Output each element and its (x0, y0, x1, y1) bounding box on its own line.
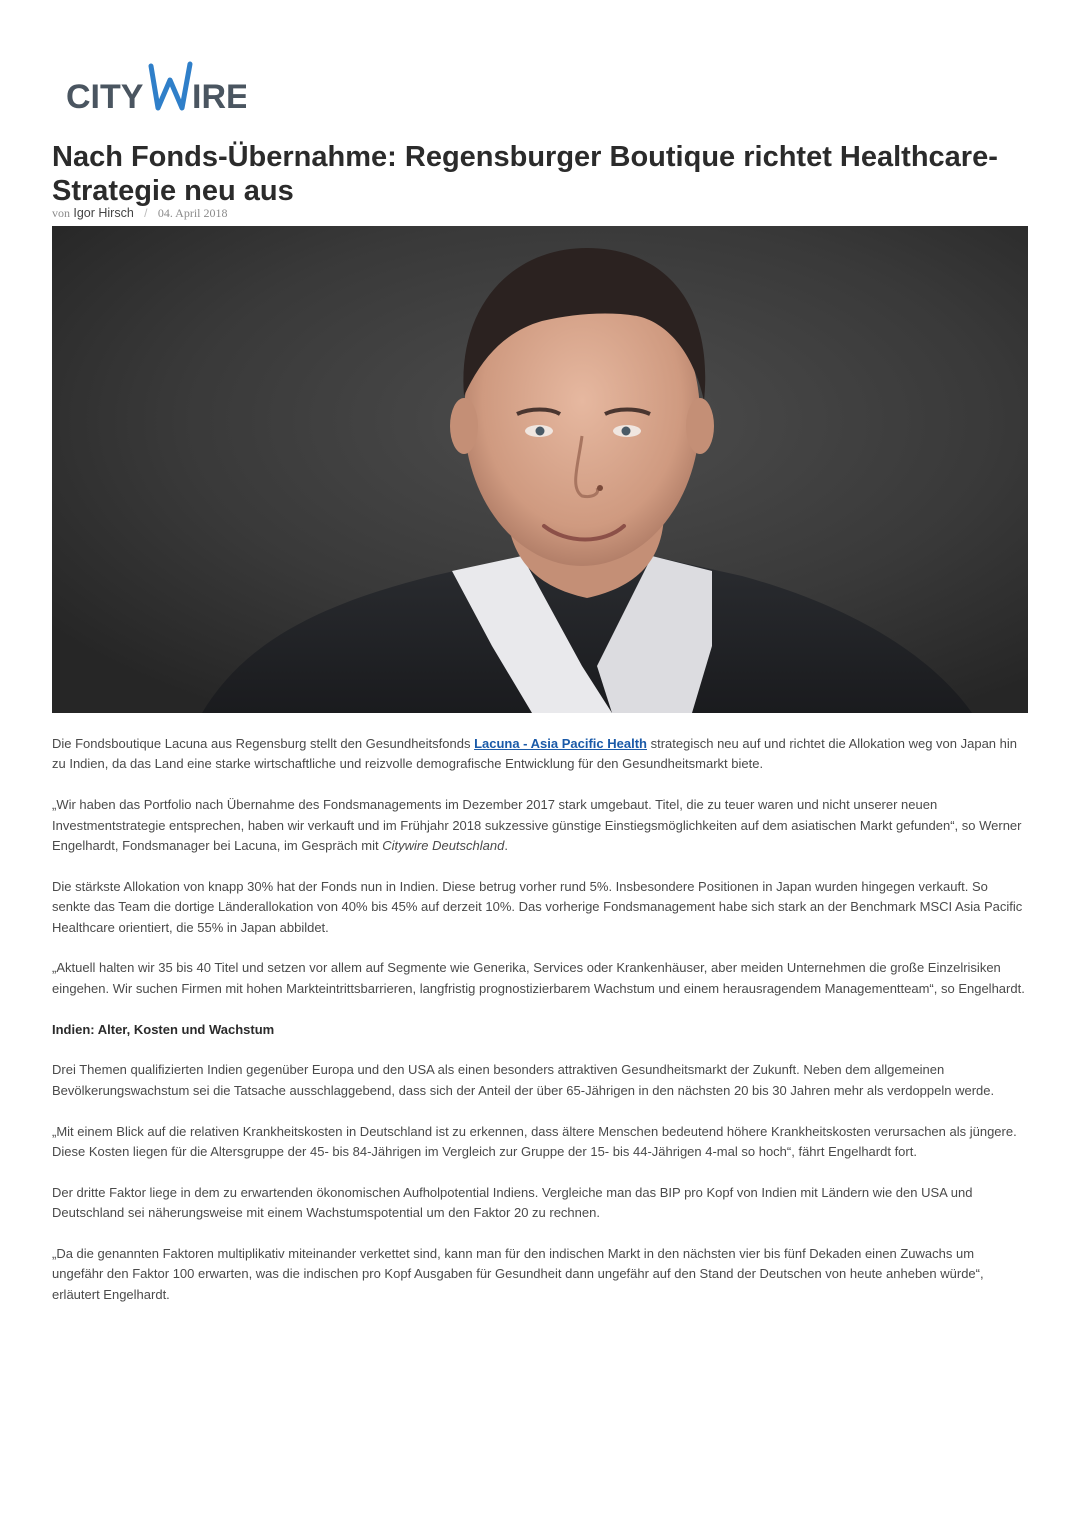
paragraph-6: „Mit einem Blick auf die relativen Krankheitskosten in Deutschland ist zu erkennen, dass ältere Menschen bedeutend höhere Krankheitskosten verursachen als jüngere. Diese Kosten liegen für die Altersgruppe der 45- bis 84-Jährigen im Vergleich zur Gruppe der 15- bis 44-Jährigen 4-mal so hoch“, fährt Engelhardt fort. (52, 1123, 1017, 1160)
author-link[interactable]: Igor Hirsch (73, 206, 134, 220)
paragraph-3: Die stärkste Allokation von knapp 30% hat der Fonds nun in Indien. Diese betrug vorher rund 5%. Insbesondere Positionen in Japan wurden hingegen verkauft. So senkte das Team die dortige Länderallokation von 40% bis 45% auf derzeit 10%. Das vorherige Fondsmanagement habe sich stark an der Benchmark MSCI Asia Pacific Healthcare orientiert, die 55% in Japan abbildet. (52, 878, 1023, 935)
paragraph-8: „Da die genannten Faktoren multiplikativ miteinander verkettet sind, kann man für den indischen Markt in den nächsten vier bis fünf Dekaden einen Zuwachs um ungefähr den Faktor 100 erwarten, was die indischen pro Kopf Ausgaben für Gesundheit dann ungefähr auf den Stand der Deutschen von heute anheben würde“, erläutert Engelhardt. (52, 1246, 984, 1302)
logo-w-icon (151, 64, 190, 108)
article-body (52, 734, 1028, 1326)
article-subheading: Indien: Alter, Kosten und Wachstum (52, 1021, 275, 1037)
logo-wire-text: IRE (192, 78, 246, 116)
article-title: Nach Fonds-Übernahme: Regensburger Boutique richtet Healthcare-Strategie neu aus (52, 141, 998, 207)
citywire-logo[interactable] (66, 60, 246, 120)
byline-prefix: von (52, 206, 70, 220)
paragraph-1 (52, 734, 1028, 775)
logo-city-text: CITY (66, 78, 144, 116)
paragraph-5: Drei Themen qualifizierten Indien gegenüber Europa und den USA als einen besonders attraktiven Gesundheitsmarkt der Zukunft. Neben dem allgemeinen Bevölkerungswachstum sei die Tatsache ausschlaggebend, dass sich der Anteil der über 65-Jährigen in den nächsten 20 bis 30 Jahren mehr als verdoppeln werde. (52, 1062, 995, 1098)
paragraph-4: „Aktuell halten wir 35 bis 40 Titel und setzen vor allem auf Segmente wie Generika, Services oder Krankenhäuser, aber meiden Unternehmen die große Einzelrisiken eingehen. Wir suchen Firmen mit hohen Markteintrittsbarrieren, langfristig prognostizierbarem Wachstum und einem herausragendem Managementteam“, so Engelhardt. (52, 960, 1025, 996)
portrait-photo-icon (52, 226, 1028, 713)
paragraph-1-text-end: strategisch neu auf und richtet die Allokation weg von Japan hin zu Indien, da das Land eine starke wirtschaftliche und reizvolle demografische Entwicklung für den Gesundheitsmarkt biete. (52, 736, 1018, 772)
paragraph-2-text-start: „Wir haben das Portfolio nach Übernahme des Fondsmanagements im Dezember 2017 stark umgebaut. Titel, die zu teuer waren und nicht unserer neuen Investmentstrategie entsprechen, haben wir verkauft und im Frühjahr 2018 sukzessive günstige Einstiegsmöglichkeiten auf dem asiatischen Markt gefunden“, so Werner Engelhardt, Fondsmanager bei Lacuna, im Gespräch mit (52, 797, 1022, 854)
citywire-logo-graphic (66, 60, 246, 120)
paragraph-2-publication: Citywire Deutschland (382, 838, 505, 854)
article-date: 04. April 2018 (157, 206, 228, 220)
article-byline (52, 205, 227, 221)
byline-separator: / (144, 206, 148, 220)
article-photo (52, 226, 1028, 713)
paragraph-2-text-end: . (504, 838, 508, 854)
paragraph-7: Der dritte Faktor liege in dem zu erwartenden ökonomischen Aufholpotential Indiens. Vergleiche man das BIP pro Kopf von Indien mit Ländern wie den USA und Deutschland sei näherungsweise mit einem Wachstumspotential um den Faktor 20 zu rechnen. (52, 1184, 973, 1221)
paragraph-1-text-start: Die Fondsboutique Lacuna aus Regensburg stellt den Gesundheitsfonds (52, 736, 475, 751)
paragraph-2 (52, 795, 1028, 856)
fund-link[interactable]: Lacuna - Asia Pacific Health (474, 736, 647, 751)
